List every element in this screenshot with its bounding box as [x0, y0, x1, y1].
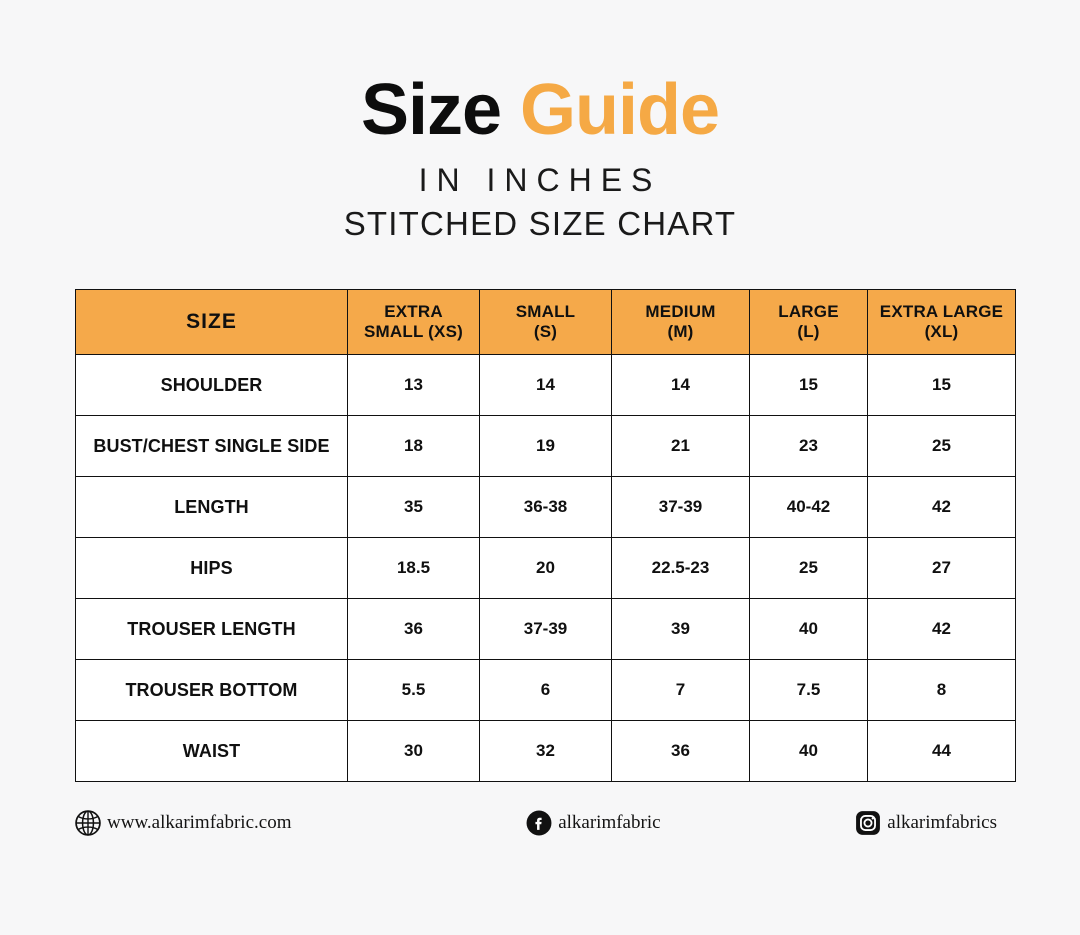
row-label-hips: HIPS: [76, 538, 348, 599]
table-body: [76, 355, 1016, 782]
column-header-s-line1: SMALL: [515, 302, 576, 322]
cell-waist-xs: 30: [348, 721, 480, 782]
cell-shoulder-m: 14: [612, 355, 750, 416]
column-header-l: [750, 290, 868, 355]
cell-shoulder-xs: 13: [348, 355, 480, 416]
cell-length-s: 36-38: [480, 477, 612, 538]
column-header-l-line1: LARGE: [778, 302, 839, 322]
cell-waist-m: 36: [612, 721, 750, 782]
table-row: [76, 355, 1016, 416]
facebook-icon: [526, 810, 552, 836]
footer-website-label: www.alkarimfabric.com: [107, 812, 292, 833]
cell-hips-m: 22.5-23: [612, 538, 750, 599]
cell-length-xs: 35: [348, 477, 480, 538]
table-row: [76, 538, 1016, 599]
row-label-bust-chest-single-side: BUST/CHEST SINGLE SIDE: [76, 416, 348, 477]
page-title-word-guide: Guide: [520, 70, 720, 150]
table-row: [76, 721, 1016, 782]
row-label-length: LENGTH: [76, 477, 348, 538]
cell-waist-s: 32: [480, 721, 612, 782]
cell-shoulder-s: 14: [480, 355, 612, 416]
cell-length-m: 37-39: [612, 477, 750, 538]
cell-waist-l: 40: [750, 721, 868, 782]
cell-waist-xl: 44: [868, 721, 1016, 782]
size-chart-table: [75, 289, 1016, 782]
column-header-m-line1: MEDIUM: [645, 302, 716, 322]
instagram-icon: [855, 810, 881, 836]
cell-shoulder-xl: 15: [868, 355, 1016, 416]
cell-bust-xl: 25: [868, 416, 1016, 477]
footer-instagram[interactable]: [855, 810, 997, 836]
cell-trouser-length-xl: 42: [868, 599, 1016, 660]
column-header-xl-line1: EXTRA LARGE: [879, 302, 1004, 322]
cell-trouser-bottom-m: 7: [612, 660, 750, 721]
cell-bust-l: 23: [750, 416, 868, 477]
title-block: [0, 0, 1080, 243]
footer-facebook[interactable]: [526, 810, 660, 836]
footer-facebook-label: alkarimfabric: [558, 812, 661, 833]
column-header-l-line2: (L): [797, 322, 820, 341]
cell-hips-xs: 18.5: [348, 538, 480, 599]
table-header-row: [76, 290, 1016, 355]
footer-website[interactable]: [75, 810, 291, 836]
table-header: [76, 290, 1016, 355]
subtitle-in-inches: IN INCHES: [418, 162, 662, 198]
column-header-xl-line2: (XL): [924, 322, 959, 341]
column-header-s: [480, 290, 612, 355]
page-title: [0, 70, 1080, 150]
column-header-xs: [348, 290, 480, 355]
subtitle-stitched-size-chart: STITCHED SIZE CHART: [343, 205, 737, 242]
row-label-waist: WAIST: [76, 721, 348, 782]
cell-length-l: 40-42: [750, 477, 868, 538]
cell-bust-s: 19: [480, 416, 612, 477]
page-title-word-size: Size: [360, 70, 502, 150]
cell-trouser-length-s: 37-39: [480, 599, 612, 660]
table-row: [76, 660, 1016, 721]
size-chart-wrapper: [75, 289, 1005, 782]
cell-hips-s: 20: [480, 538, 612, 599]
cell-bust-m: 21: [612, 416, 750, 477]
cell-trouser-bottom-xl: 8: [868, 660, 1016, 721]
cell-trouser-bottom-xs: 5.5: [348, 660, 480, 721]
footer-instagram-label: alkarimfabrics: [887, 812, 997, 833]
footer: [75, 810, 1005, 836]
column-header-m: [612, 290, 750, 355]
column-header-m-line2: (M): [667, 322, 694, 341]
table-row: [76, 599, 1016, 660]
column-header-xs-line2: SMALL (XS): [364, 322, 463, 341]
table-row: [76, 416, 1016, 477]
table-row: [76, 477, 1016, 538]
cell-length-xl: 42: [868, 477, 1016, 538]
cell-trouser-bottom-s: 6: [480, 660, 612, 721]
column-header-s-line2: (S): [533, 322, 558, 341]
row-label-trouser-bottom: TROUSER BOTTOM: [76, 660, 348, 721]
globe-icon: [75, 810, 101, 836]
cell-hips-xl: 27: [868, 538, 1016, 599]
cell-trouser-length-l: 40: [750, 599, 868, 660]
cell-trouser-length-m: 39: [612, 599, 750, 660]
row-label-shoulder: SHOULDER: [76, 355, 348, 416]
column-header-xl: [868, 290, 1016, 355]
cell-bust-xs: 18: [348, 416, 480, 477]
column-header-size: SIZE: [76, 290, 348, 355]
cell-trouser-length-xs: 36: [348, 599, 480, 660]
column-header-xs-line1: EXTRA: [384, 302, 443, 322]
cell-trouser-bottom-l: 7.5: [750, 660, 868, 721]
row-label-trouser-length: TROUSER LENGTH: [76, 599, 348, 660]
cell-hips-l: 25: [750, 538, 868, 599]
cell-shoulder-l: 15: [750, 355, 868, 416]
